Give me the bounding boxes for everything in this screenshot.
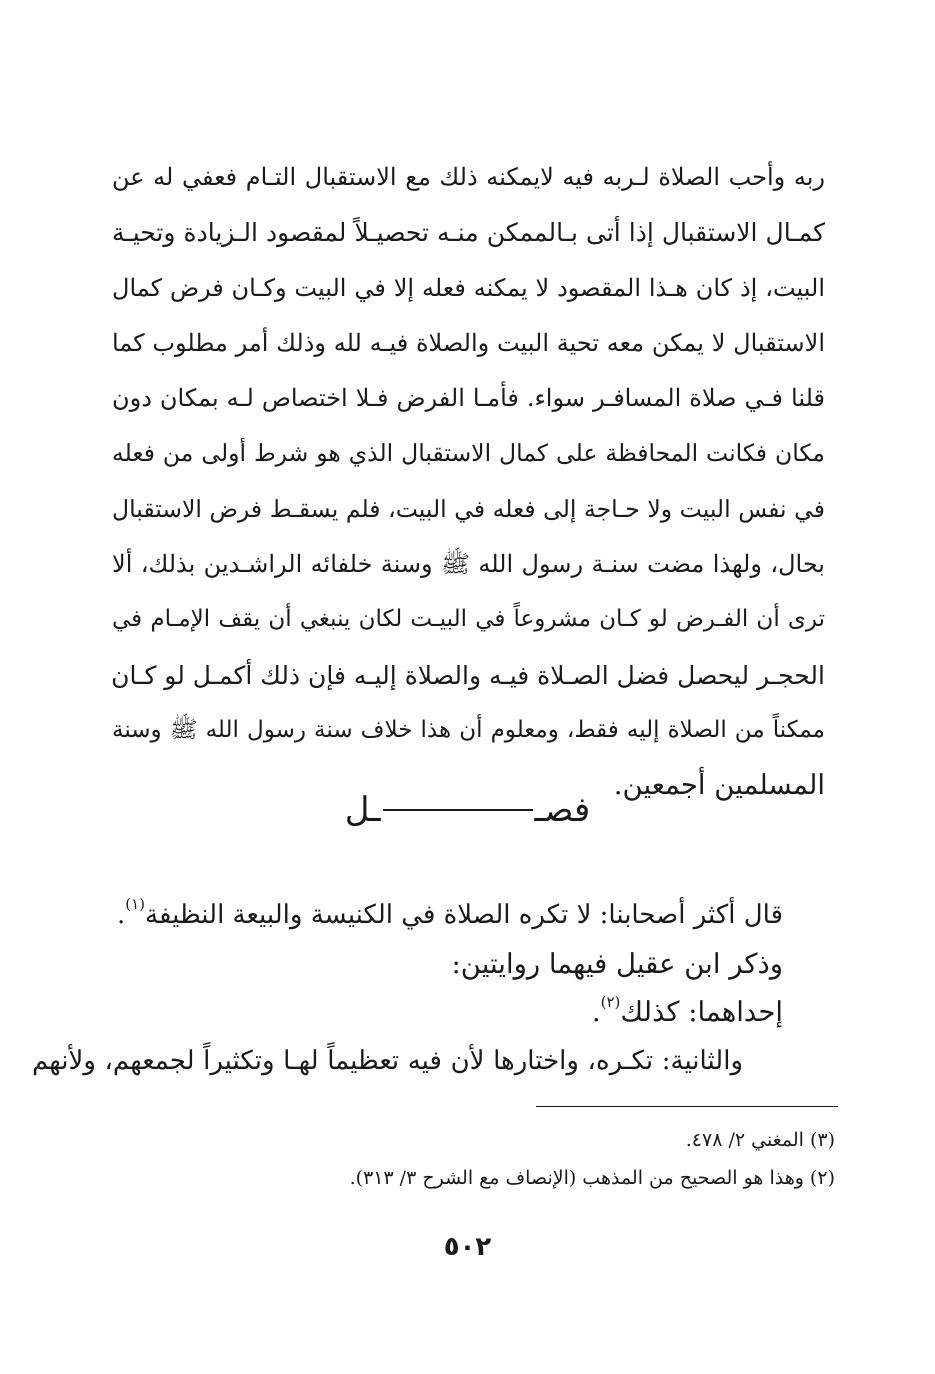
page-number: ٥٠٢	[443, 1232, 492, 1262]
paragraph-line: في نفس البيت ولا حـاجة إلى فعله في البيت، فلم يسقـط فرض الاستقبال	[112, 494, 825, 523]
paragraph-line: البيت، إذ كان هـذا المقصود لا يمكنه فعله إلا في البيت وكـان فرض كمال	[112, 273, 825, 302]
paragraph-line: ترى أن الفـرض لو كـان مشروعاً في البيـت لكان ينبغي أن يقف الإمـام في	[112, 606, 825, 633]
section-line	[112, 891, 783, 940]
footnotes	[112, 1121, 835, 1197]
paragraph-line: الاستقبال لا يمكن معه تحية البيت والصلاة فيـه لله وذلك أمر مطلوب كما	[112, 328, 825, 357]
section-heading-start: فصـ	[534, 790, 591, 830]
section-line	[112, 988, 783, 1037]
section-line-end: .	[591, 996, 601, 1028]
paragraph-line: الحجـر ليحصل فضل الصـلاة فيـه والصلاة إليـه فإن ذلك أكمـل لو كـان	[111, 660, 825, 690]
paragraph-line: بحال، ولهذا مضت سنـة رسول الله ﷺ وسنة خلفائه الراشـدين بذلك، ألا	[112, 550, 825, 579]
main-paragraph	[112, 150, 825, 814]
section-line: وذكر ابن عقيل فيهما روايتين:	[451, 947, 783, 980]
footnote-reference: (٢)	[600, 993, 621, 1011]
footnote-divider	[536, 1106, 838, 1107]
section-heading	[0, 785, 935, 835]
section-heading-kashida	[383, 809, 533, 811]
section-heading-text	[341, 785, 594, 835]
footnote-reference: (١)	[125, 895, 146, 913]
section-line: والثانية: تكـره، واختارها لأن فيه تعظيماً لهـا وتكثيراً لجمعهم، ولأنهم	[32, 1045, 743, 1076]
paragraph-line: ربه وأحب الصلاة لـربه فيه لايمكنه ذلك مع الاستقبال التـام فعفي له عن	[112, 163, 825, 191]
paragraph-line: ممكناً من الصلاة إليه فقط، ومعلوم أن هذا خلاف سنة رسول الله ﷺ وسنة	[112, 716, 825, 743]
paragraph-line: قلنا فـي صلاة المسافـر سواء. فأمـا الفرض فـلا اختصاص لـه بمكان دون	[112, 384, 825, 413]
paragraph-line: مكان فكانت المحافظة على كمال الاستقبال الذي هو شرط أولى من فعله	[112, 439, 825, 468]
paragraph-line: المسلمين أجمعين.	[613, 769, 825, 802]
footnote: (٢) وهذا هو الصحيح من المذهب (الإنصاف مع الشرح ٣/ ٣١٣).	[349, 1167, 835, 1189]
section-line-text: إحداهما: كذلك	[620, 996, 783, 1028]
footnote: (٣) المغني ٢/ ٤٧٨.	[685, 1129, 835, 1151]
section-line-end: .	[116, 900, 126, 930]
section-body	[32, 891, 783, 1085]
paragraph-line: كمـال الاستقبال إذا أتى بـالممكن منـه تحصيـلاً لمقصود الـزيادة وتحيـة	[112, 218, 825, 248]
section-heading-end: ـل	[344, 790, 381, 830]
section-line-text: قال أكثر أصحابنا: لا تكره الصلاة في الكنيسة والبيعة النظيفة	[145, 900, 783, 930]
